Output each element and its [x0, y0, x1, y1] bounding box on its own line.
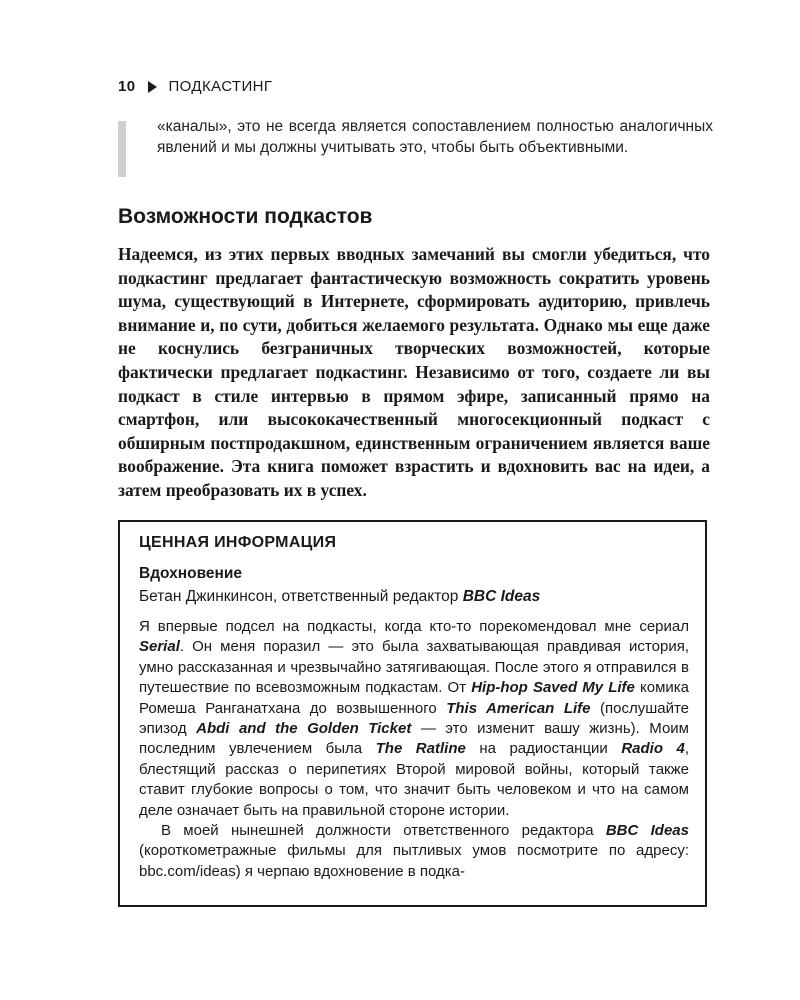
- title-hiphop: Hip-hop Saved My Life: [471, 679, 635, 697]
- text-run: на радиостанции: [465, 740, 622, 758]
- text-run: (послушайте эпизод: [139, 699, 689, 738]
- byline-publication: BBC Ideas: [462, 588, 541, 605]
- text-run: В моей нынешней должности ответственного редактора: [161, 822, 606, 840]
- triangle-right-icon: [148, 81, 157, 93]
- chapter-title: ПОДКАСТИНГ: [168, 78, 273, 95]
- info-box: [118, 520, 707, 907]
- title-this-american-life: This American Life: [446, 699, 591, 717]
- text-run: Я впервые подсел на подкасты, когда кто-то порекомендовал мне сериал: [139, 618, 689, 635]
- text-run: . Он меня поразил — это была захватывающая правдивая история, умно рассказанная и чрезвычайно затягивающая. После этого я отправился в путешествие по всевозможным подкастам. От: [139, 638, 689, 697]
- text-run: — это изменит вашу жизнь). Моим последним увлечением была: [139, 720, 689, 758]
- info-box-heading: ЦЕННАЯ ИНФОРМАЦИЯ: [139, 534, 337, 551]
- info-paragraph-1: [139, 617, 689, 821]
- title-abdi: Abdi and the Golden Ticket: [196, 720, 412, 738]
- title-bbc-ideas: BBC Ideas: [605, 822, 689, 840]
- title-radio4: Radio 4: [621, 740, 685, 758]
- running-header: [118, 78, 272, 95]
- title-serial: Serial: [139, 638, 180, 656]
- quote-bar: [118, 121, 126, 177]
- title-ratline: The Ratline: [375, 740, 466, 758]
- text-run: комика Ромеша Ранганатхана до возвышенного: [139, 679, 689, 717]
- section-title: Возможности подкастов: [118, 205, 373, 228]
- byline-text: Бетан Джинкинсон, ответственный редактор: [139, 588, 463, 605]
- text-run: (короткометражные фильмы для пытливых умов посмотрите по адресу: bbc.com/ideas) я черпаю вдохновение в подка-: [139, 842, 689, 880]
- body-paragraph: Надеемся, из этих первых вводных замечаний вы смогли убедиться, что подкастинг предлагает фантастическую возможность сократить уровень шума, существующий в Интернете, сформировать аудиторию, привлечь внимание и, по сути, добиться желаемого результата. Однако мы еще даже не коснулись безграничных творческих возможностей, которые фактически предлагает подкастинг. Независимо от того, создаете ли вы подкаст в стиле интервью в прямом эфире, записанный прямо на смартфон, или высококачественный многосекционный подкаст с обширным постпродакшном, единственным ограничением является ваше воображение. Эта книга поможет взрастить и вдохновить вас на идеи, а затем преобразовать их в успех.: [118, 244, 710, 500]
- quote-text: «каналы», это не всегда является сопоставлением полностью аналогичных явлений и мы должны учитывать это, чтобы быть объективными.: [157, 118, 713, 156]
- info-box-subtitle: Вдохновение: [139, 565, 243, 582]
- info-box-body: [139, 617, 689, 882]
- text-run: , блестящий рассказ о перипетиях Второй мировой войны, который также ставит глубокие вопросы о том, что значит быть человеком и что на самом деле означает быть на правильной стороне истории.: [139, 740, 689, 819]
- page-number: 10: [118, 78, 136, 95]
- info-paragraph-2: [139, 821, 689, 882]
- info-box-byline: [139, 588, 540, 606]
